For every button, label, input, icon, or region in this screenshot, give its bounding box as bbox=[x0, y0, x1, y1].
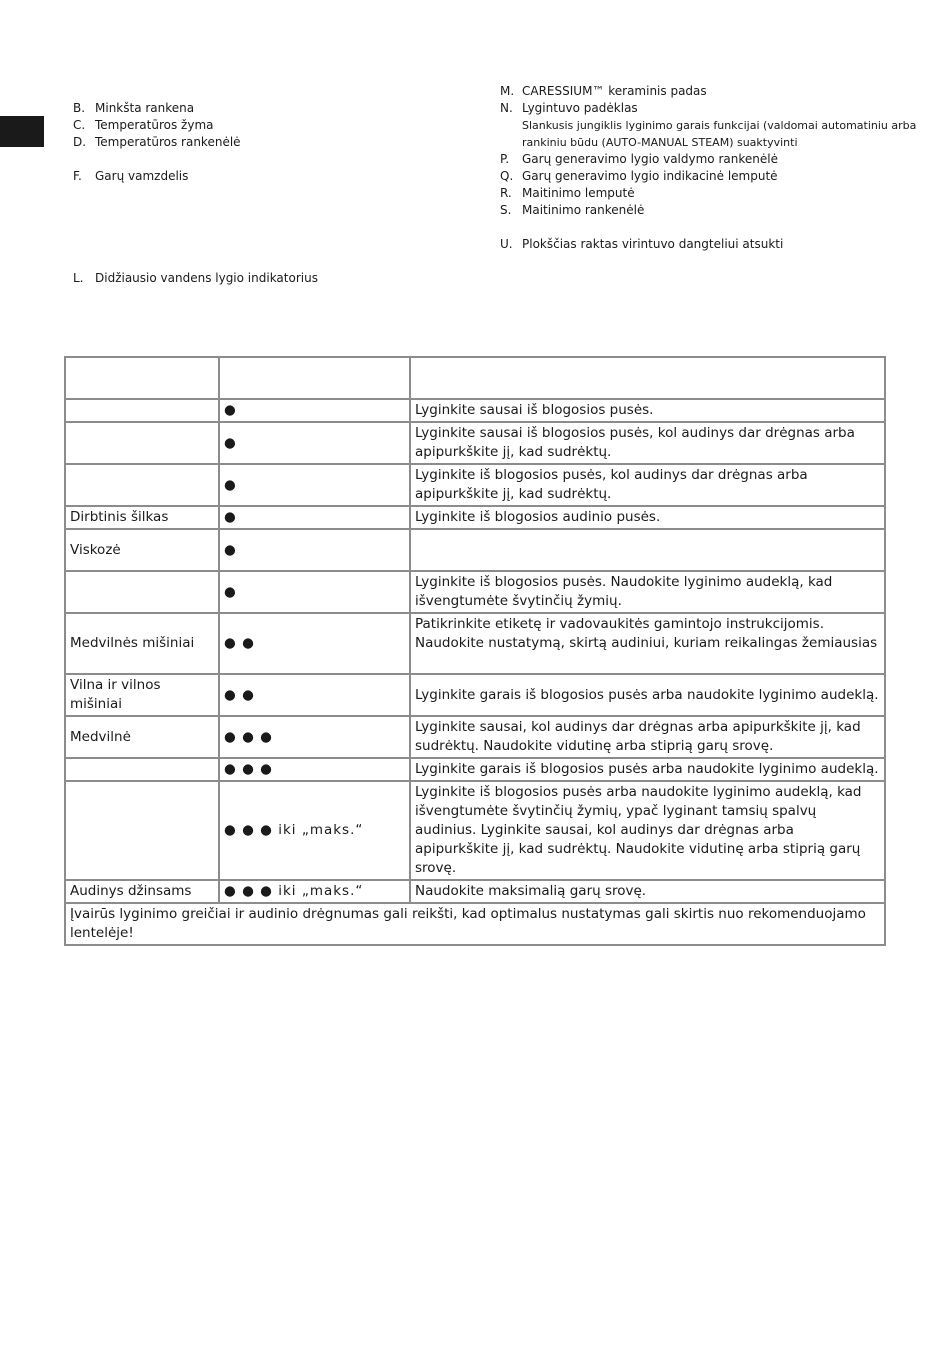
part-item-p bbox=[500, 151, 920, 168]
table-footer-note: Įvairūs lyginimo greičiai ir audinio drėgnumas gali reikšti, kad optimalus nustatymas gali skirtis nuo rekomenduojamo lentelėje! bbox=[65, 903, 885, 945]
table-row bbox=[65, 758, 885, 781]
part-item-m bbox=[500, 83, 920, 100]
part-label: Temperatūros žyma bbox=[95, 118, 214, 132]
setting-cell: ● ● bbox=[219, 674, 410, 716]
setting-cell: ● ● ● iki „maks.“ bbox=[219, 781, 410, 880]
setting-cell: ● ● ● bbox=[219, 758, 410, 781]
part-item-l bbox=[73, 270, 453, 287]
part-letter: D. bbox=[73, 135, 87, 149]
advice-cell: Lyginkite iš blogosios audinio pusės. bbox=[410, 506, 885, 529]
part-letter: P. bbox=[500, 152, 510, 166]
part-label: CARESSIUM™ keraminis padas bbox=[522, 84, 707, 98]
fabric-cell bbox=[65, 781, 219, 880]
advice-cell: Lyginkite sausai iš blogosios pusės, kol audinys dar drėgnas arba apipurkškite jį, kad sudrėktų. bbox=[410, 422, 885, 464]
part-label: Temperatūros rankenėlė bbox=[95, 135, 241, 149]
language-tab-marker bbox=[0, 116, 44, 147]
fabric-cell bbox=[65, 758, 219, 781]
table-header-row bbox=[65, 357, 885, 399]
setting-cell: ● ● ● bbox=[219, 716, 410, 758]
part-label: Garų vamzdelis bbox=[95, 169, 189, 183]
parts-list-left bbox=[73, 100, 453, 287]
part-label: Maitinimo lemputė bbox=[522, 186, 635, 200]
table-row bbox=[65, 464, 885, 506]
part-label: Lygintuvo padėklas bbox=[522, 101, 638, 115]
setting-cell: ● bbox=[219, 571, 410, 613]
fabric-cell: Vilna ir vilnos mišiniai bbox=[65, 674, 219, 716]
fabric-cell: Medvilnė bbox=[65, 716, 219, 758]
setting-cell: ● bbox=[219, 506, 410, 529]
part-letter: S. bbox=[500, 203, 512, 217]
advice-cell: Lyginkite garais iš blogosios pusės arba naudokite lyginimo audeklą. bbox=[410, 758, 885, 781]
fabric-settings-table bbox=[64, 356, 886, 946]
list-spacer bbox=[500, 219, 920, 236]
fabric-cell: Dirbtinis šilkas bbox=[65, 506, 219, 529]
part-item-u bbox=[500, 236, 920, 253]
advice-cell: Lyginkite iš blogosios pusės, kol audinys dar drėgnas arba apipurkškite jį, kad sudrėktų. bbox=[410, 464, 885, 506]
part-item-n-description: Slankusis jungiklis lyginimo garais funkcijai (valdomai automatiniu arba rankiniu būdu (AUTO-MANUAL STEAM) suaktyvinti bbox=[522, 119, 917, 149]
fabric-cell bbox=[65, 422, 219, 464]
list-spacer bbox=[73, 253, 453, 270]
table-row bbox=[65, 716, 885, 758]
part-letter: C. bbox=[73, 118, 86, 132]
table-row bbox=[65, 529, 885, 571]
part-letter: F. bbox=[73, 169, 82, 183]
advice-cell: Lyginkite iš blogosios pusės arba naudokite lyginimo audeklą, kad išvengtumėte švytinčių žymių, ypač lyginant tamsių spalvų audinius. Lyginkite sausai, kol audinys dar drėgnas arba apipurkškite jį, kad sudrėktų. Naudokite vidutinę arba stiprią garų srovę. bbox=[410, 781, 885, 880]
part-letter: U. bbox=[500, 237, 513, 251]
table-row bbox=[65, 674, 885, 716]
part-item-q bbox=[500, 168, 920, 185]
fabric-cell: Viskozė bbox=[65, 529, 219, 571]
part-item-s bbox=[500, 202, 920, 219]
setting-cell: ● bbox=[219, 529, 410, 571]
part-letter: B. bbox=[73, 101, 86, 115]
table-footer-row bbox=[65, 903, 885, 945]
table-row bbox=[65, 880, 885, 903]
table-row bbox=[65, 571, 885, 613]
part-label: Didžiausio vandens lygio indikatorius bbox=[95, 271, 318, 285]
part-item-f bbox=[73, 168, 453, 185]
table-row bbox=[65, 399, 885, 422]
fabric-cell: Audinys džinsams bbox=[65, 880, 219, 903]
table-row bbox=[65, 613, 885, 674]
part-item-n bbox=[500, 100, 920, 117]
fabric-cell bbox=[65, 571, 219, 613]
table-row bbox=[65, 422, 885, 464]
part-label: Plokščias raktas virintuvo dangteliui atsukti bbox=[522, 237, 784, 251]
setting-cell: ● bbox=[219, 422, 410, 464]
advice-cell: Lyginkite sausai, kol audinys dar drėgnas arba apipurkškite jį, kad sudrėktų. Naudokite vidutinę arba stiprią garų srovę. bbox=[410, 716, 885, 758]
setting-cell: ● bbox=[219, 464, 410, 506]
part-letter: Q. bbox=[500, 169, 514, 183]
table-row bbox=[65, 506, 885, 529]
fabric-cell: Medvilnės mišiniai bbox=[65, 613, 219, 674]
header-cell-advice bbox=[410, 357, 885, 399]
part-label: Minkšta rankena bbox=[95, 101, 195, 115]
part-label: Garų generavimo lygio valdymo rankenėlė bbox=[522, 152, 778, 166]
part-letter: L. bbox=[73, 271, 84, 285]
part-item-c bbox=[73, 117, 453, 134]
advice-cell: Patikrinkite etiketę ir vadovaukitės gamintojo instrukcijomis. Naudokite nustatymą, skirtą audiniui, kuriam reikalingas žemiausias bbox=[410, 613, 885, 674]
setting-cell: ● bbox=[219, 399, 410, 422]
part-label: Garų generavimo lygio indikacinė lemputė bbox=[522, 169, 778, 183]
part-item-d bbox=[73, 134, 453, 151]
header-cell-setting bbox=[219, 357, 410, 399]
part-letter: R. bbox=[500, 186, 512, 200]
fabric-cell bbox=[65, 399, 219, 422]
advice-cell bbox=[410, 529, 885, 571]
list-spacer bbox=[73, 185, 453, 253]
part-item-b bbox=[73, 100, 453, 117]
list-spacer bbox=[73, 151, 453, 168]
advice-cell: Naudokite maksimalią garų srovę. bbox=[410, 880, 885, 903]
part-item-r bbox=[500, 185, 920, 202]
table-row bbox=[65, 781, 885, 880]
fabric-cell bbox=[65, 464, 219, 506]
part-letter: N. bbox=[500, 101, 513, 115]
part-letter: M. bbox=[500, 84, 515, 98]
advice-cell: Lyginkite iš blogosios pusės. Naudokite lyginimo audeklą, kad išvengtumėte švytinčių žymių. bbox=[410, 571, 885, 613]
part-label: Maitinimo rankenėlė bbox=[522, 203, 645, 217]
advice-cell: Lyginkite garais iš blogosios pusės arba naudokite lyginimo audeklą. bbox=[410, 674, 885, 716]
advice-cell: Lyginkite sausai iš blogosios pusės. bbox=[410, 399, 885, 422]
header-cell-fabric bbox=[65, 357, 219, 399]
parts-list-right bbox=[500, 83, 920, 253]
setting-cell: ● ● ● iki „maks.“ bbox=[219, 880, 410, 903]
setting-cell: ● ● bbox=[219, 613, 410, 674]
